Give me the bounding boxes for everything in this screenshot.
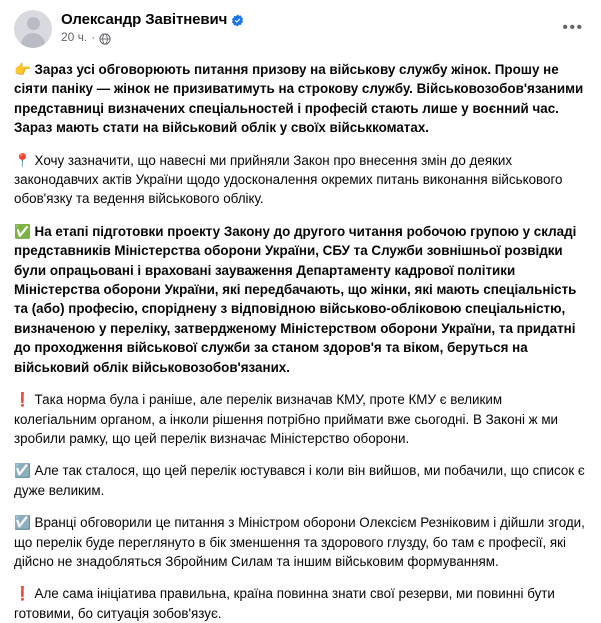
post-header [14,10,587,54]
ellipsis-icon[interactable]: ••• [562,19,584,36]
pin-emoji: 📍 [14,152,31,168]
author-row [61,11,587,28]
post-paragraph-text: Така норма була і раніше, але перелік визначав КМУ, проте КМУ є великим колегіальним органом, а інколи рішення потрібно приймати вже сьогодні. В Законі ж ми зробили рамку, що цей перелік визначає Міністерство оборони. [14,392,559,446]
post-paragraph [14,60,587,138]
meta-separator: · [91,30,96,44]
post-paragraph [14,151,587,209]
post-paragraph-text: Але сама ініціатива правильна, країна повинна знати свої резерви, ми повинні бути готовими, бо ситуація зобов'язує. [14,586,555,621]
pointing-hand-emoji: 👉 [14,62,31,77]
post-body [14,60,587,623]
avatar[interactable] [14,10,52,48]
exclamation-emoji: ❗ [14,586,31,602]
post-paragraph-text: Вранці обговорили це питання з Міністром оборони Олексієм Резніковим і дійшли згоди, що перелік буде переглянуто в бік зменшення та здорового глузду, бо там є професії, які дійсно не знадобляться Збройним Силам та іншим військовим формуванням. [14,515,585,569]
post-timestamp[interactable]: 20 ч. [61,30,88,44]
post-paragraph-text: Але так сталося, що цей перелік юстувався і коли він вийшов, ми побачили, що список є дуже великим. [14,463,585,498]
post-paragraph [14,390,587,448]
exclamation-emoji: ❗ [14,392,31,408]
globe-icon[interactable] [99,33,111,45]
post-paragraph [14,584,587,623]
ballot-check-emoji: ☑️ [14,463,31,479]
check-mark-emoji: ✅ [14,223,31,239]
post-paragraph-text: Хочу зазначити, що навесні ми прийняли Закон про внесення змін до деяких законодавчих актів України щодо удосконалення окремих питань виконання військового обов'язку та ведення військового обліку. [14,152,563,207]
ballot-check-emoji: ☑️ [14,515,31,531]
avatar-head [27,17,40,30]
post-meta [61,30,587,44]
post-paragraph [14,222,587,377]
post-paragraph [14,461,587,500]
post-header-text [61,10,587,44]
avatar-body [21,33,45,48]
post-paragraph [14,513,587,571]
post-paragraph-text: Зараз усі обговорюють питання призову на військову службу жінок. Прошу не сіяти паніку — жінок не призиватимуть на строкову службу. Військовозобов'язаними представниці визначених спеціальностей і професій стають лише у воєнний час. Зараз мають стати на військовий облік у своїх військкоматах. [14,62,584,136]
verified-badge-icon [231,14,244,27]
author-name[interactable]: Олександр Завітневич [61,11,228,28]
post-paragraph-text: На етапі підготовки проекту Закону до другого читання робочою групою у складі представників Міністерства оборони України, СБУ та Служби зовнішньої розвідки були опрацьовані і враховані зауваження Департаменту кадрової політики Міністерства оборони України, які передбачають, що жінки, які мають спеціальність та (або) професію, споріднену з відповідною військово-обліковою спеціальністю, визначеною у переліку, затвердженому Міністерством оборони України, та придатні до проходження військової служби за станом здоров'я та віком, беруться на військовий облік військовозобов'язаних. [14,223,577,375]
